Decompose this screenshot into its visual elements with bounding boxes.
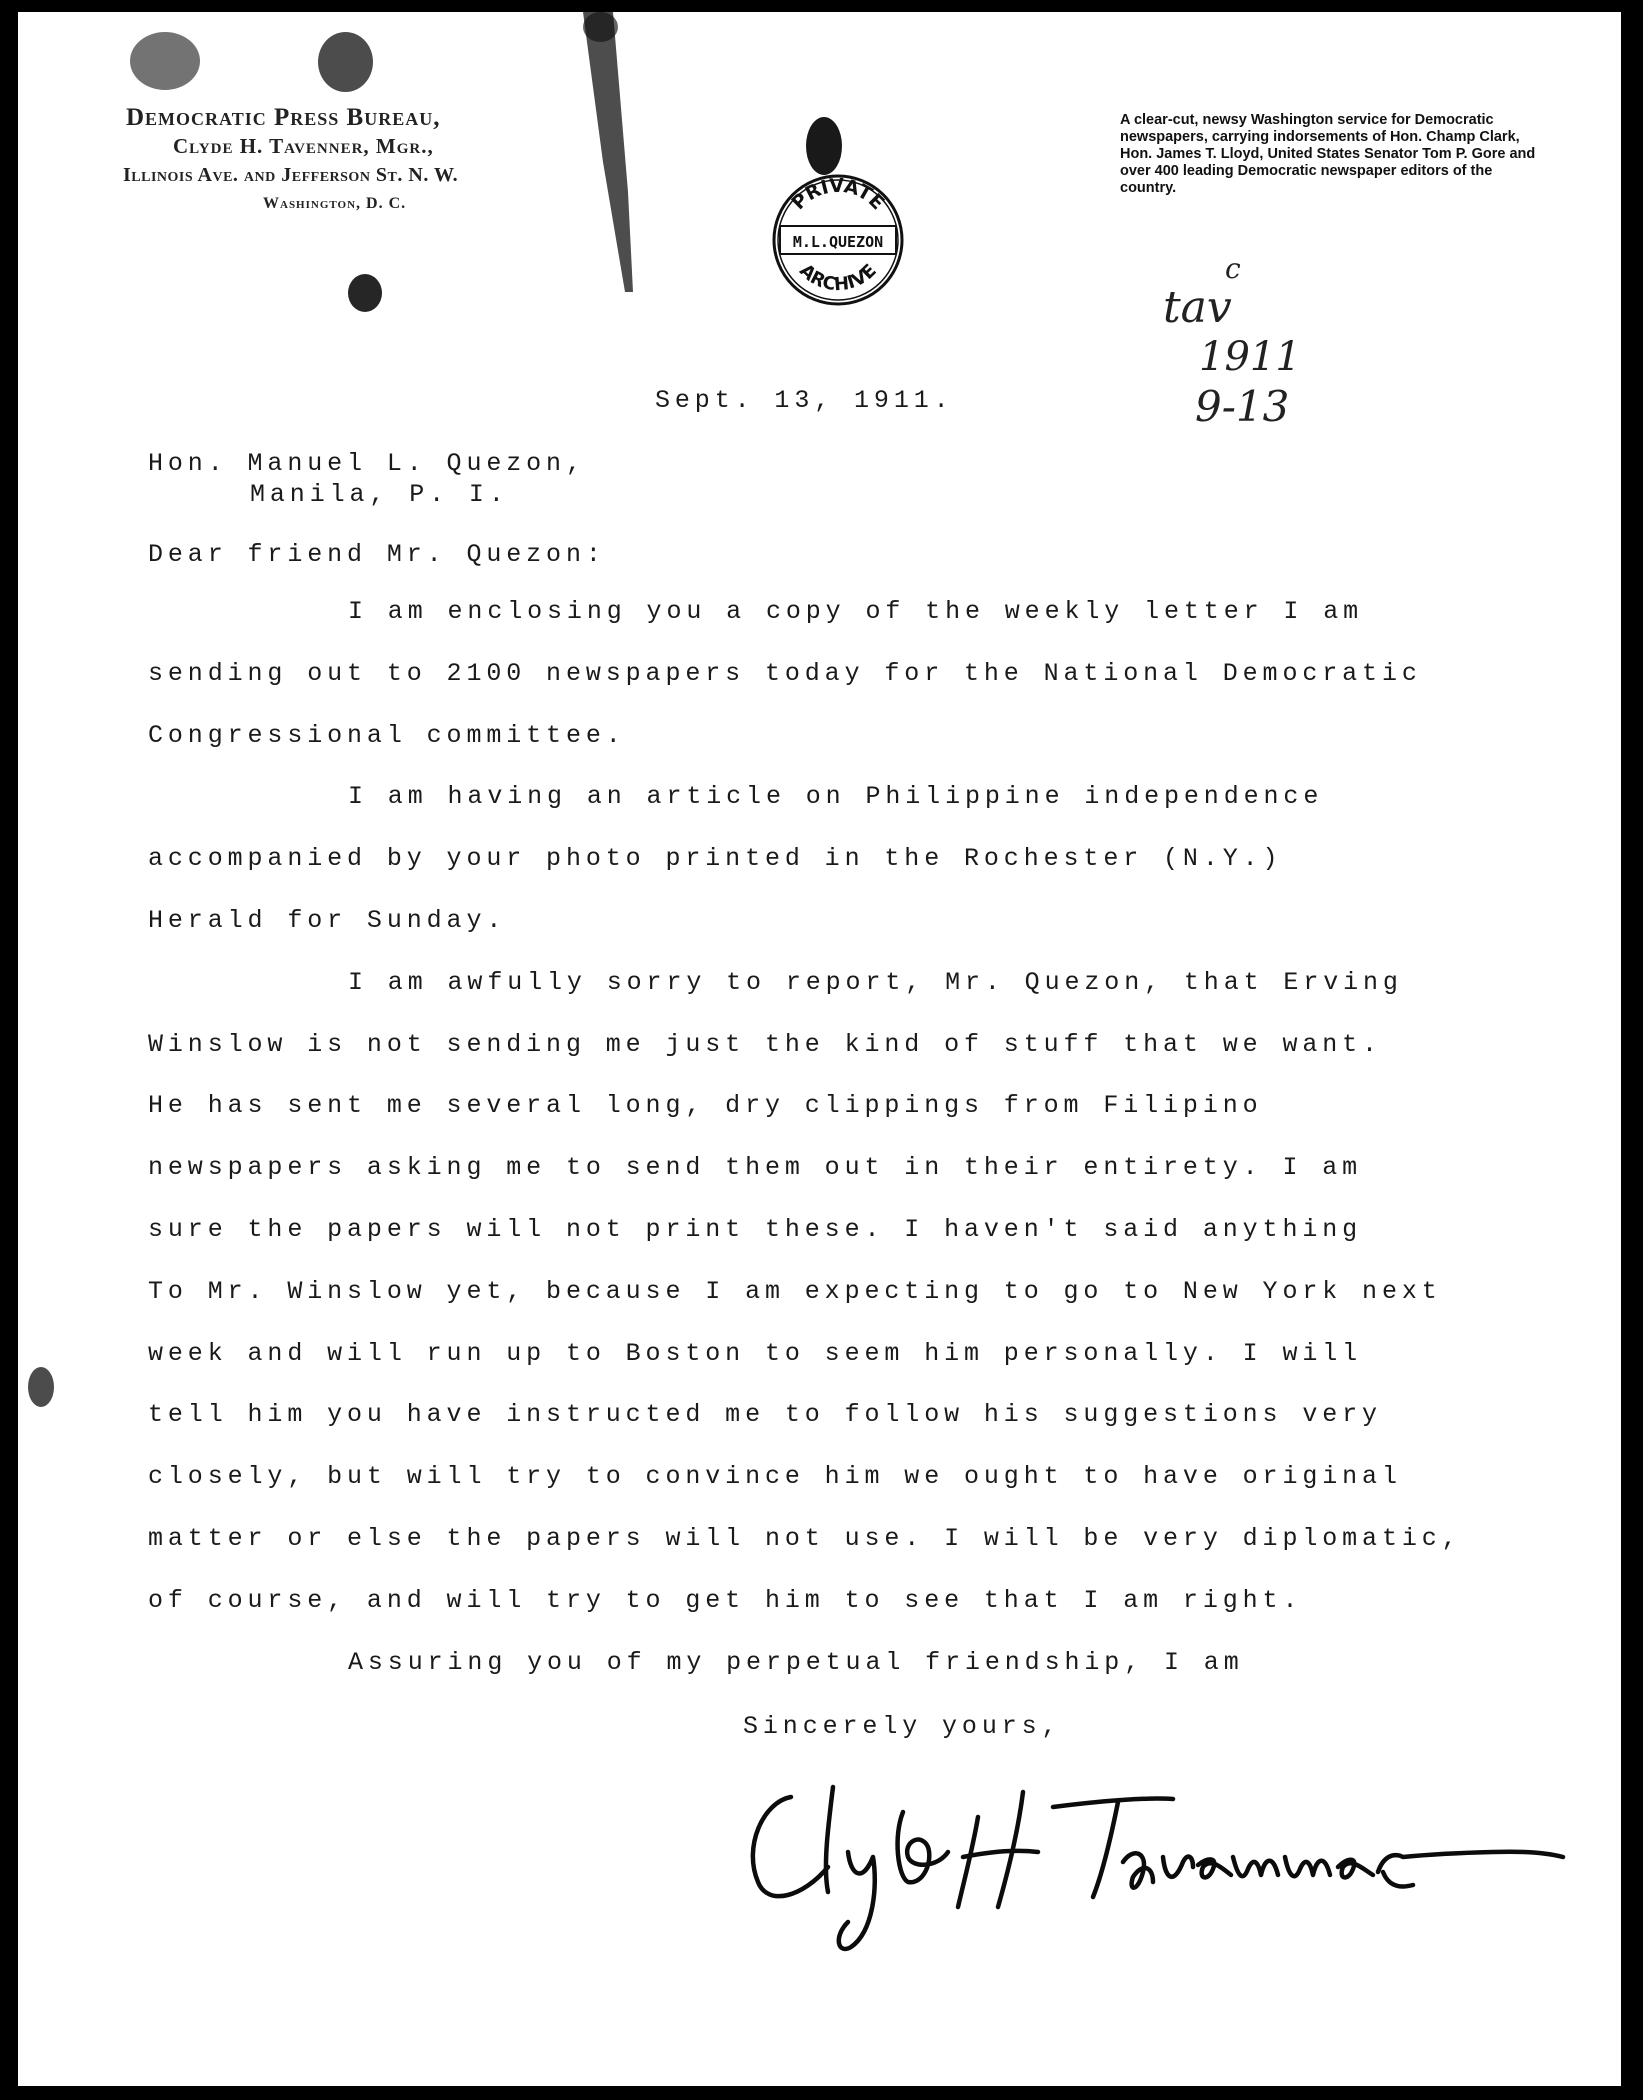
ink-blot xyxy=(806,117,842,175)
letterhead-address: Illinois Ave. and Jefferson St. N. W. xyxy=(123,164,459,186)
stamp-center-text: M.L.QUEZON xyxy=(792,233,884,251)
body-line xyxy=(148,659,1588,721)
letterhead-tagline: A clear-cut, newsy Washington service for Democratic newspapers, carrying indorsements of Hon. Champ Clark, Hon. James T. Lloyd, United States Senator Tom P. Gore and over 400 leading Democratic newspaper editors of the country. xyxy=(1120,112,1536,196)
letter-closing: Sincerely yours, xyxy=(743,1712,1062,1741)
letterhead-city: Washington, D. C. xyxy=(263,195,407,212)
body-line xyxy=(148,1462,1588,1524)
body-line-text: sure the papers will not print these. I haven't said anything xyxy=(148,1214,1363,1244)
body-line-text: accompanied by your photo printed in the Rochester (N.Y.) xyxy=(148,844,1283,874)
recipient-place: Manila, P. I. xyxy=(250,480,509,509)
body-line xyxy=(148,1524,1588,1586)
ink-blot xyxy=(348,274,382,312)
body-line xyxy=(148,1215,1588,1277)
body-line-text: tell him you have instructed me to follow his suggestions very xyxy=(148,1400,1382,1430)
body-line-text: Winslow is not sending me just the kind of stuff that we want. xyxy=(148,1029,1382,1059)
body-line-text: week and will run up to Boston to seem him personally. I will xyxy=(148,1338,1363,1368)
body-line-text: of course, and will try to get him to see that I am right. xyxy=(148,1585,1303,1615)
svg-text:ARCHIVE xyxy=(795,260,880,295)
stamp-bottom-text: ARCHIVE xyxy=(795,260,881,296)
body-line-text: closely, but will try to convince him we ought to have original xyxy=(148,1462,1402,1492)
body-line xyxy=(148,1277,1588,1339)
body-line xyxy=(148,1153,1588,1215)
handwritten-date: 9-13 xyxy=(1195,382,1290,431)
archive-stamp xyxy=(770,172,906,308)
body-line-text: matter or else the papers will not use. I will be very diplomatic, xyxy=(148,1523,1462,1553)
body-line xyxy=(148,597,1588,659)
body-line-text: Congressional committee. xyxy=(148,720,626,750)
ink-streak xyxy=(573,12,653,302)
body-line-text: I am having an article on Philippine independence xyxy=(348,782,1324,812)
body-line-text: To Mr. Winslow yet, because I am expecting to go to New York next xyxy=(148,1276,1442,1306)
body-line-text: I am awfully sorry to report, Mr. Quezon, that Erving xyxy=(348,967,1403,997)
letterhead-organization: Democratic Press Bureau, xyxy=(126,104,441,131)
handwritten-letter: c xyxy=(1225,252,1241,285)
letter-page xyxy=(18,12,1621,2086)
body-line xyxy=(148,1648,1588,1710)
body-line-text: sending out to 2100 newspapers today for the National Democratic xyxy=(148,658,1422,688)
body-line xyxy=(148,906,1588,968)
body-line xyxy=(148,1091,1588,1153)
stamp-top-text: PRIVATE xyxy=(787,174,889,215)
body-line xyxy=(148,968,1588,1030)
body-line xyxy=(148,844,1588,906)
body-line-text: Herald for Sunday. xyxy=(148,905,507,935)
letter-date: Sept. 13, 1911. xyxy=(655,386,954,415)
signature xyxy=(733,1757,1573,1957)
body-line xyxy=(148,1030,1588,1092)
body-line xyxy=(148,1400,1588,1462)
body-line-text: He has sent me several long, dry clippings from Filipino xyxy=(148,1091,1263,1121)
body-line xyxy=(148,1586,1588,1648)
handwritten-word: tav xyxy=(1163,282,1232,333)
body-line-text: Assuring you of my perpetual friendship, I am xyxy=(348,1647,1244,1677)
svg-text:PRIVATE xyxy=(788,175,889,214)
handwritten-notation xyxy=(1163,252,1313,432)
letter-body xyxy=(148,597,1588,1709)
letter-salutation: Dear friend Mr. Quezon: xyxy=(148,540,606,569)
letterhead-manager: Clyde H. Tavenner, Mgr., xyxy=(173,134,434,158)
body-line xyxy=(148,1339,1588,1401)
body-line-text: newspapers asking me to send them out in their entirety. I am xyxy=(148,1153,1363,1183)
body-line xyxy=(148,721,1588,783)
ink-blot xyxy=(318,32,373,92)
body-line xyxy=(148,782,1588,844)
ink-blot xyxy=(130,32,200,90)
body-line-text: I am enclosing you a copy of the weekly letter I am xyxy=(348,597,1364,626)
recipient-name: Hon. Manuel L. Quezon, xyxy=(148,449,586,478)
handwritten-year: 1911 xyxy=(1199,334,1301,380)
ink-blot xyxy=(28,1367,54,1407)
